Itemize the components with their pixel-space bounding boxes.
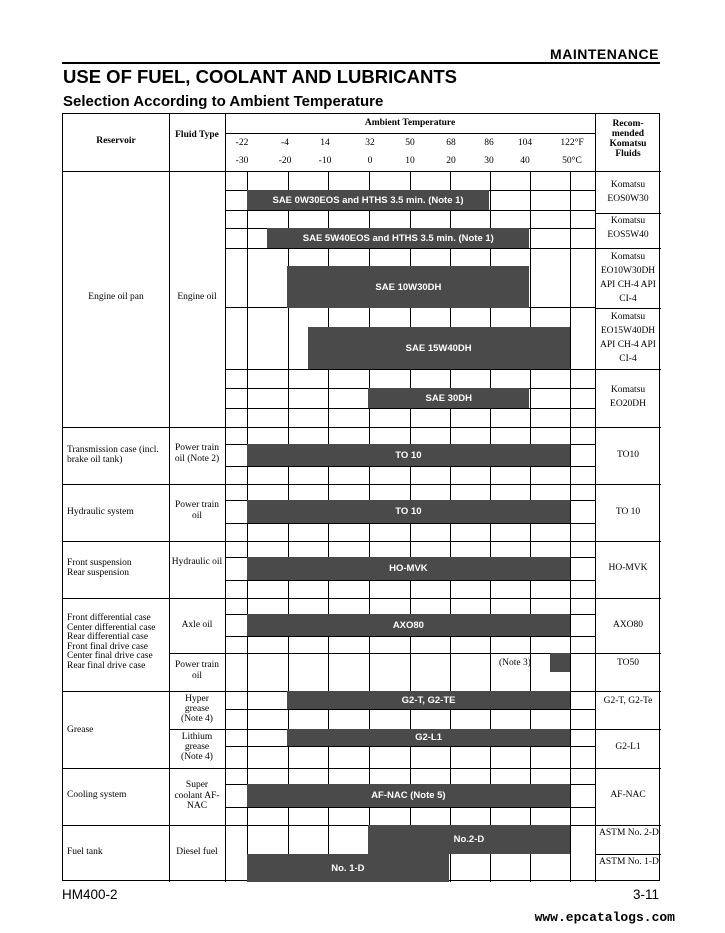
row-line [63,541,661,542]
fluid-super-coolant: Super coolant AF-NAC [174,780,220,811]
lubricant-table [62,113,660,881]
grid-row [225,746,595,747]
reservoir-axle [67,614,167,671]
bar-no2-d: No.2-D [368,825,570,854]
celsius-tick: 50°C [562,156,582,166]
bar-no1-d: No. 1-D [247,854,449,882]
row-line [63,825,661,826]
rec-af-nac: AF-NAC [610,790,646,800]
header-line [225,133,595,134]
reservoir-grease: Grease [67,725,94,735]
fahrenheit-tick: 86 [484,138,494,148]
col-sep [169,114,170,882]
rec-eos5w40: Komatsu EOS5W40 [607,216,649,240]
grid-row [225,807,595,808]
grid-line [570,171,571,882]
fluid-hyper-grease: Hyper grease (Note 4) [181,694,213,724]
bar-to50 [550,653,570,672]
watermark: www.epcatalogs.com [534,910,675,925]
bar-g2-t: G2-T, G2-TE [287,691,569,709]
rec-astm-no2-d: ASTM No. 2-D [599,828,659,838]
row-line [63,484,661,485]
header-fluid-type: Fluid Type [175,130,219,140]
reservoir-engine: Engine oil pan [88,292,144,302]
grid-row [225,636,595,637]
note-3-label: (Note 3) [499,658,531,668]
fahrenheit-tick: 14 [320,138,330,148]
row-line [63,598,661,599]
rec-to-10: TO 10 [615,507,641,517]
celsius-tick: 30 [484,156,494,166]
grid-line [530,171,531,882]
rec-g2-t: G2-T, G2-Te [603,696,653,706]
fahrenheit-tick: 50 [405,138,415,148]
reservoir-axle-line: Center differential case [67,622,156,633]
sub-row-line [595,854,661,855]
bar-axo80: AXO80 [247,614,570,636]
bar-ho-mvk: HO-MVK [247,557,570,580]
rec-eo20dh: Komatsu EO20DH [610,385,646,409]
reservoir-cooling: Cooling system [67,790,127,800]
reservoir-axle-line: Front final drive case [67,641,148,652]
grid-row [225,408,595,409]
celsius-tick: -10 [318,156,332,166]
reservoir-front-suspension: Front suspension [67,558,132,568]
fahrenheit-tick: -4 [281,138,289,148]
row-line [63,427,661,428]
header-reservoir: Reservoir [96,136,136,146]
fahrenheit-tick: 122°F [560,138,584,148]
header-rule [62,62,660,64]
grid-row [225,466,595,467]
page-title: USE OF FUEL, COOLANT AND LUBRICANTS [63,66,457,87]
fluid-transmission: Power train oil (Note 2) [174,443,220,464]
celsius-tick: 20 [446,156,456,166]
bar-sae-0w30: SAE 0W30EOS and HTHS 3.5 min. (Note 1) [247,190,489,210]
celsius-tick: -20 [278,156,292,166]
header-recommended: Recom-mended Komatsu Fluids [609,119,647,159]
page-subtitle: Selection According to Ambient Temperature [63,93,384,110]
reservoir-hydraulic: Hydraulic system [67,507,134,517]
fluid-axle-oil: Axle oil [181,620,213,630]
fahrenheit-tick: 68 [446,138,456,148]
grid-row [225,709,595,710]
celsius-tick: -30 [235,156,249,166]
grid-row [225,369,595,370]
reservoir-axle-line: Rear final drive case [67,660,146,671]
reservoir-axle-line: Rear differential case [67,632,149,642]
rec-to50: TO50 [617,658,639,668]
footer-page: 3-11 [632,887,659,902]
fahrenheit-tick: 104 [517,138,533,148]
grid-line [247,171,248,882]
reservoir-rear-suspension: Rear suspension [67,568,130,578]
fahrenheit-tick: 32 [365,138,375,148]
bar-to10-transmission: TO 10 [247,444,570,466]
recommended-line [595,308,661,309]
header-line [63,171,661,172]
grid-row [225,523,595,524]
fahrenheit-tick: -22 [235,138,249,148]
fluid-lithium-grease: Lithium grease (Note 4) [181,732,213,762]
rec-eos0w30: Komatsu EOS0W30 [607,180,649,204]
col-sep [225,114,226,882]
bar-sae-5w40: SAE 5W40EOS and HTHS 3.5 min. (Note 1) [267,228,529,248]
rec-astm-no1-d: ASTM No. 1-D [599,857,659,867]
bar-af-nac: AF-NAC (Note 5) [247,784,570,807]
reservoir-transmission: Transmission case (incl. brake oil tank) [67,445,159,465]
grid-row [225,210,595,211]
reservoir-axle-line: Front differential case [67,613,151,623]
celsius-tick: 10 [405,156,415,166]
grid-row [225,580,595,581]
rec-eo15w40dh: Komatsu EO15W40DH API CH-4 API CI-4 [600,312,656,364]
reservoir-axle-line: Center final drive case [67,651,153,661]
fluid-hydraulic: Power train oil [174,500,220,521]
bar-sae-30dh: SAE 30DH [368,388,529,408]
fluid-axle-power-train: Power train oil [174,660,220,681]
rec-axo80: AXO80 [612,620,644,630]
bar-sae-15w40dh: SAE 15W40DH [308,327,570,369]
fluid-diesel: Diesel fuel [176,847,218,857]
recommended-line [595,248,661,249]
header-ambient: Ambient Temperature [364,118,456,128]
col-sep [595,114,596,882]
rec-ho-mvk: HO-MVK [608,563,648,573]
fluid-engine-oil: Engine oil [177,292,217,302]
rec-g2-l1: G2-L1 [615,742,641,752]
rec-to10: TO10 [617,450,639,460]
celsius-tick: 0 [367,156,373,166]
bar-to10-hydraulic: TO 10 [247,500,570,523]
bar-sae-10w30dh: SAE 10W30DH [287,266,529,308]
section-header: MAINTENANCE [550,46,659,62]
reservoir-fuel-tank: Fuel tank [67,847,103,857]
row-line [63,768,661,769]
grid-row [225,248,595,249]
bar-g2-l1: G2-L1 [287,729,569,746]
fluid-suspension: Hydraulic oil [171,557,223,567]
sub-row-line [169,653,661,654]
rec-eo10w30dh: Komatsu EO10W30DH API CH-4 API CI-4 [600,252,656,304]
recommended-line [595,369,661,370]
celsius-tick: 40 [520,156,530,166]
footer-model: HM400-2 [62,887,118,902]
